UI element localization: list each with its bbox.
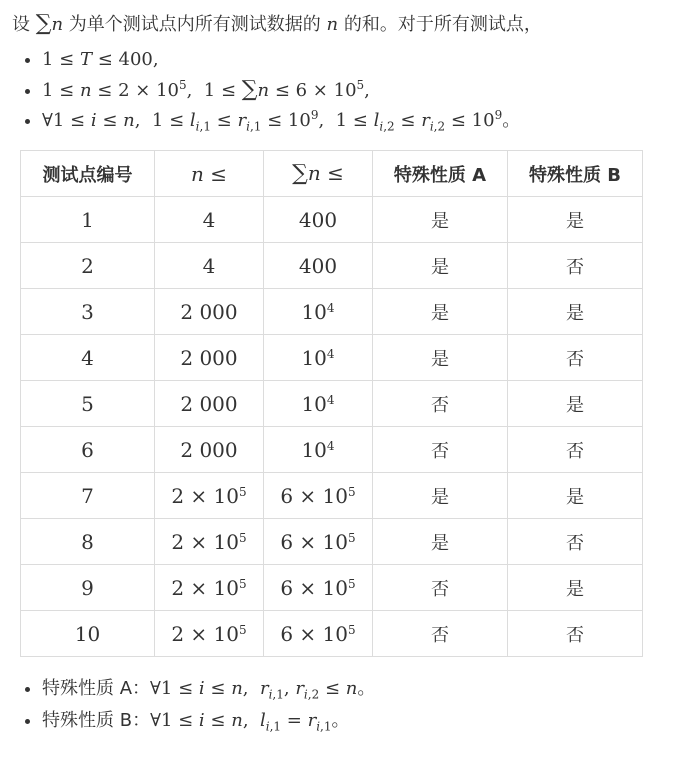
cell-property-b: 是	[508, 289, 643, 335]
header-test-id: 测试点编号	[21, 151, 155, 197]
cell-property-b: 否	[508, 519, 643, 565]
cell-property-a: 否	[373, 381, 508, 427]
cell-property-b: 否	[508, 611, 643, 657]
cell-property-b: 否	[508, 243, 643, 289]
table-header-row	[21, 151, 643, 197]
cell-test-id: 5	[21, 381, 155, 427]
table-row	[21, 197, 643, 243]
cell-test-id: 6	[21, 427, 155, 473]
cell-n-max: 2 000	[155, 427, 264, 473]
cell-n-max: $2 \times 10^5$	[155, 519, 264, 565]
intro-var-n-2: n	[326, 14, 339, 35]
note-property-a: • 特殊性质 A：∀1 ≤ i ≤ n, $r_{i,1}$, $r_{i,2} \le n$。	[42, 673, 690, 705]
cell-sum-n-max: 400	[264, 197, 373, 243]
cell-test-id: 2	[21, 243, 155, 289]
cell-property-a: 否	[373, 565, 508, 611]
header-sum-n-max: ∑n ≤	[264, 151, 373, 197]
cell-n-max: 4	[155, 243, 264, 289]
cell-n-max: 4	[155, 197, 264, 243]
note-b-label: 特殊性质 B：	[42, 710, 151, 731]
constraint-n-exp: 5	[179, 78, 187, 92]
cell-sum-n-max: $6 \times 10^5$	[264, 519, 373, 565]
intro-prefix: 设	[12, 14, 36, 35]
note-a-label: 特殊性质 A：	[42, 678, 151, 699]
table-row	[21, 519, 643, 565]
table-row	[21, 289, 643, 335]
cell-sum-n-max: $6 \times 10^5$	[264, 611, 373, 657]
table-row	[21, 473, 643, 519]
cell-test-id: 10	[21, 611, 155, 657]
cell-n-max: $2 \times 10^5$	[155, 473, 264, 519]
constraint-t: • 1 ≤ T ≤ 400,	[42, 45, 690, 75]
cell-sum-n-max: $6 \times 10^5$	[264, 473, 373, 519]
table-row	[21, 243, 643, 289]
cell-n-max: 2 000	[155, 335, 264, 381]
header-property-b: 特殊性质 B	[508, 151, 643, 197]
constraint-n: • $1 \le n \le 2 \times 10^5$, $1 \le \sum n \le 6 \times 10^5$,	[42, 75, 690, 106]
cell-n-max: $2 \times 10^5$	[155, 611, 264, 657]
cell-property-b: 是	[508, 473, 643, 519]
cell-property-a: 是	[373, 289, 508, 335]
table-row	[21, 381, 643, 427]
cell-property-b: 否	[508, 427, 643, 473]
cell-sum-n-max: $10^4$	[264, 381, 373, 427]
constraint-l-r: • ∀1 ≤ i ≤ n, $1 \le l_{i,1} \le r_{i,1} \le 10^9$, $1 \le l_{i,2} \le r_{i,2} \le 10^9$。	[42, 106, 690, 136]
cell-property-a: 是	[373, 243, 508, 289]
constraint-list	[12, 45, 690, 136]
cell-property-b: 否	[508, 335, 643, 381]
cell-property-a: 否	[373, 611, 508, 657]
table-row	[21, 335, 643, 381]
table-row	[21, 565, 643, 611]
cell-test-id: 4	[21, 335, 155, 381]
cell-test-id: 7	[21, 473, 155, 519]
cell-sum-n-max: $10^4$	[264, 427, 373, 473]
cell-property-b: 是	[508, 565, 643, 611]
cell-property-b: 是	[508, 381, 643, 427]
table-row	[21, 611, 643, 657]
cell-property-b: 是	[508, 197, 643, 243]
test-data-table	[20, 150, 643, 657]
cell-n-max: $2 \times 10^5$	[155, 565, 264, 611]
intro-paragraph	[12, 10, 690, 39]
note-property-b: • 特殊性质 B：∀1 ≤ i ≤ n, $l_{i,1} = r_{i,1}$。	[42, 705, 690, 737]
intro-var-n: n	[51, 14, 64, 35]
intro-suffix: 的和。对于所有测试点，	[338, 14, 542, 35]
cell-property-a: 否	[373, 427, 508, 473]
cell-property-a: 是	[373, 519, 508, 565]
cell-property-a: 是	[373, 473, 508, 519]
sum-symbol: ∑	[35, 11, 52, 36]
cell-sum-n-max: $6 \times 10^5$	[264, 565, 373, 611]
cell-test-id: 8	[21, 519, 155, 565]
cell-n-max: 2 000	[155, 381, 264, 427]
table-body	[21, 197, 643, 657]
header-property-a: 特殊性质 A	[373, 151, 508, 197]
constraint-sum-exp: 5	[356, 78, 365, 92]
cell-sum-n-max: 400	[264, 243, 373, 289]
cell-sum-n-max: $10^4$	[264, 335, 373, 381]
cell-test-id: 9	[21, 565, 155, 611]
header-n-max: n ≤	[155, 151, 264, 197]
cell-n-max: 2 000	[155, 289, 264, 335]
intro-middle: 为单个测试点内所有测试数据的	[63, 14, 327, 35]
property-notes	[12, 673, 690, 737]
table-row	[21, 427, 643, 473]
cell-sum-n-max: $10^4$	[264, 289, 373, 335]
cell-property-a: 是	[373, 197, 508, 243]
cell-test-id: 3	[21, 289, 155, 335]
cell-property-a: 是	[373, 335, 508, 381]
cell-test-id: 1	[21, 197, 155, 243]
